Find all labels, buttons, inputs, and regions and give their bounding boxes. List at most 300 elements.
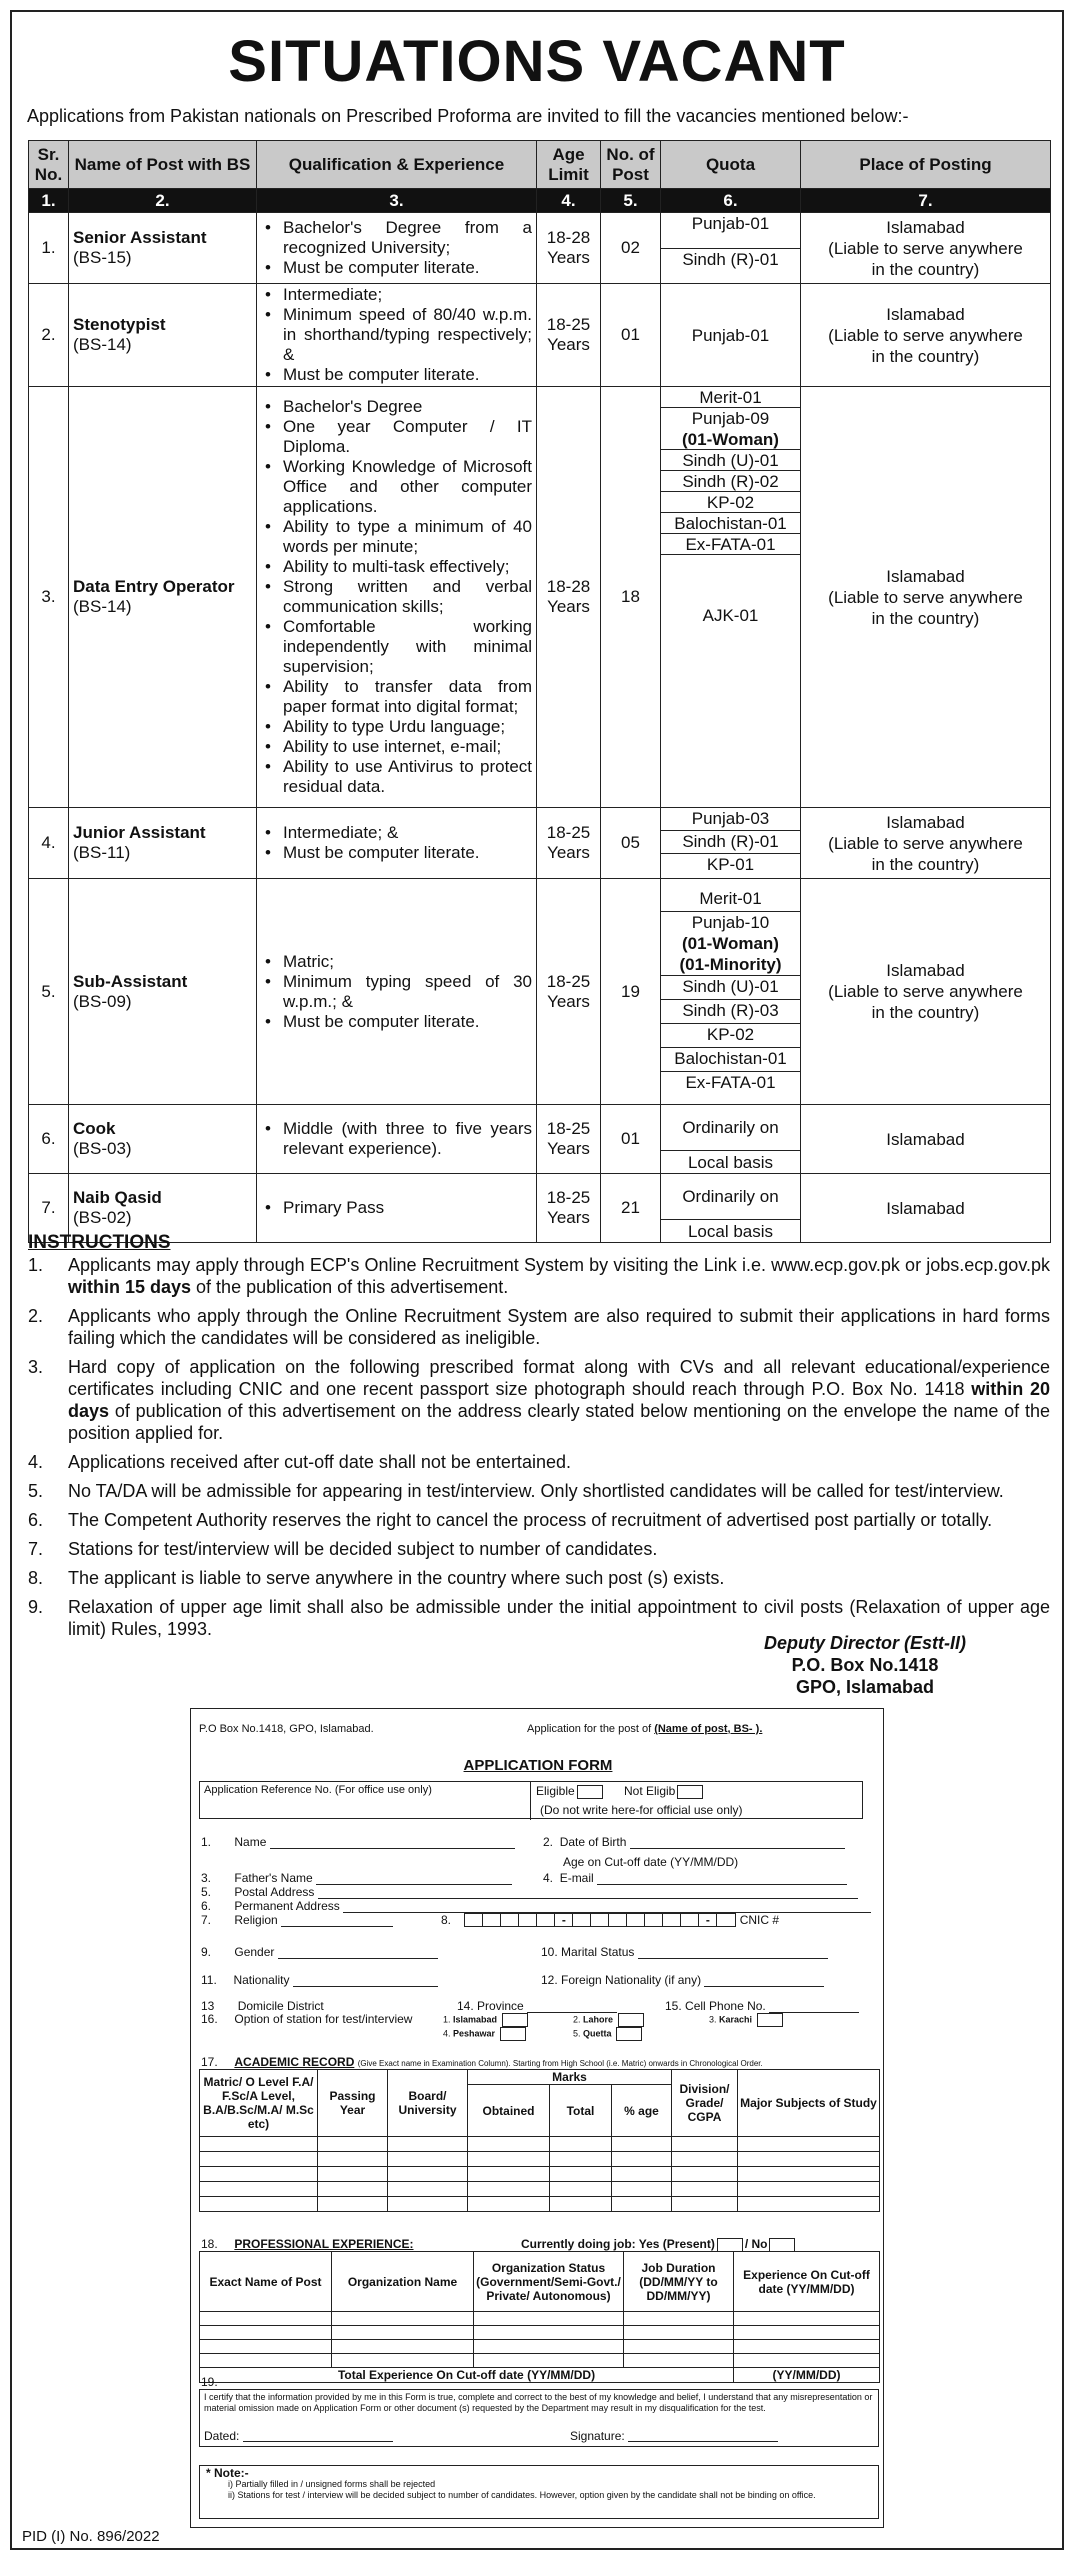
quota-entry xyxy=(661,1151,800,1173)
lahore-checkbox[interactable] xyxy=(618,2013,644,2027)
instruction-number: 2. xyxy=(28,1306,44,1326)
place-line: Islamabad xyxy=(886,217,965,237)
place-line: (Liable to serve anywhere xyxy=(828,833,1023,853)
qualification-item: • Minimum typing speed of 30 w.p.m.; & xyxy=(261,972,532,1012)
station-option-islamabad xyxy=(443,2013,530,2027)
experience-row[interactable] xyxy=(200,2354,880,2368)
cell-qualification xyxy=(257,808,537,879)
field-number: 4. xyxy=(543,1871,554,1885)
quota-text: KP-02 xyxy=(706,493,755,512)
quota-text: KP-02 xyxy=(706,1024,755,1044)
field-label: Date of Birth xyxy=(559,1835,627,1849)
field-number: 9. xyxy=(201,1945,212,1959)
certification-box xyxy=(199,2389,879,2447)
signature-label: Signature: xyxy=(570,2429,625,2443)
marital-status-field[interactable] xyxy=(638,1947,828,1959)
quota-entry xyxy=(661,513,800,534)
section-title: PROFESSIONAL EXPERIENCE: xyxy=(234,2237,414,2251)
quota-text: Local basis xyxy=(687,1152,774,1172)
post-count: 05 xyxy=(621,833,640,852)
instruction-number: 3. xyxy=(28,1357,44,1377)
quota-entry xyxy=(661,1024,800,1048)
place-line: (Liable to serve anywhere xyxy=(828,982,1023,1001)
religion-field[interactable] xyxy=(281,1915,393,1927)
total-experience-label: Total Experience On Cut-off date (YY/MM/DD) xyxy=(200,2368,734,2383)
signatory-city: GPO, Islamabad xyxy=(795,1677,935,1697)
not-eligible-label xyxy=(624,1784,705,1799)
exp-header-post: Exact Name of Post xyxy=(200,2252,332,2312)
place-line: Islamabad xyxy=(886,812,965,832)
header-place: Place of Posting xyxy=(801,141,1051,189)
field-religion xyxy=(201,1913,393,1927)
cell-post-name xyxy=(69,213,257,284)
cell-quota xyxy=(661,1174,801,1243)
quota-entry xyxy=(661,1105,800,1151)
field-label: Name xyxy=(234,1835,267,1849)
nationality-field[interactable] xyxy=(293,1975,438,1987)
cell-age xyxy=(537,213,601,284)
province-field[interactable] xyxy=(527,2001,617,2013)
place-line: in the country) xyxy=(871,608,980,628)
quota-text: Merit-01 xyxy=(699,888,762,908)
option-number: 5. xyxy=(573,2028,581,2039)
academic-row[interactable] xyxy=(200,2152,880,2167)
cell-phone-field[interactable] xyxy=(769,2001,859,2013)
dated-input[interactable] xyxy=(243,2430,393,2442)
academic-header-year: Passing Year xyxy=(318,2070,388,2137)
station-option-lahore xyxy=(573,2013,646,2027)
cell-quota xyxy=(661,879,801,1105)
qualification-item: • Strong written and verbal communication skills; xyxy=(261,577,532,617)
field-nationality xyxy=(201,1973,438,1987)
place-line: in the country) xyxy=(871,346,980,366)
sr-number: 6. xyxy=(41,1129,56,1148)
place-line: Islamabad xyxy=(886,1129,965,1149)
qualification-item: • Must be computer literate. xyxy=(261,258,532,278)
column-number: 6. xyxy=(661,189,801,213)
table-row xyxy=(29,284,1051,387)
father-name-field[interactable] xyxy=(316,1873,512,1885)
qualification-item: • One year Computer / IT Diploma. xyxy=(261,417,532,457)
currently-no-checkbox[interactable] xyxy=(769,2238,795,2252)
qualification-list xyxy=(261,1198,532,1218)
cell-post-name xyxy=(69,284,257,387)
ad-title: SITUATIONS VACANT xyxy=(228,29,846,94)
quota-text: Sindh (U)-01 xyxy=(682,976,779,996)
foreign-nationality-field[interactable] xyxy=(704,1975,824,1987)
place-line: Islamabad xyxy=(886,566,965,586)
qualification-item: • Minimum speed of 80/40 w.p.m. in shorthand/typing respectively; & xyxy=(261,305,532,365)
table-row xyxy=(29,387,1051,808)
instruction-emphasis: within 15 days xyxy=(68,1277,192,1297)
station-option-quetta xyxy=(573,2027,644,2041)
form-address: P.O Box No.1418, GPO, Islamabad. xyxy=(199,1723,374,1735)
field-number: 17. xyxy=(201,2055,218,2069)
qualification-item: • Intermediate; xyxy=(261,285,532,305)
option-label: Quetta xyxy=(583,2028,612,2039)
option-number: 1. xyxy=(443,2014,451,2025)
no-write-note: (Do not write here-for official use only) xyxy=(540,1803,743,1817)
post-count: 19 xyxy=(621,981,640,1001)
quota-text: Balochistan-01 xyxy=(674,514,787,533)
column-number: 1. xyxy=(29,189,69,213)
academic-row[interactable] xyxy=(200,2182,880,2197)
field-label: Foreign Nationality (if any) xyxy=(561,1973,702,1987)
field-marital xyxy=(541,1945,828,1959)
field-label: E-mail xyxy=(559,1871,594,1885)
peshawar-checkbox[interactable] xyxy=(500,2027,526,2041)
quota-entry xyxy=(661,888,800,912)
quota-entry xyxy=(661,213,800,249)
instruction-item xyxy=(28,1567,1050,1589)
total-experience-value[interactable]: (YY/MM/DD) xyxy=(734,2368,880,2383)
field-number: 1. xyxy=(201,1835,212,1849)
station-option-karachi xyxy=(709,2013,785,2027)
quota-text: Punjab-03 xyxy=(691,809,770,828)
field-number: 16. xyxy=(201,2012,218,2026)
age-limit: 18-25 Years xyxy=(546,823,591,862)
ad-intro: Applications from Pakistan nationals on Prescribed Proforma are invited to fill the vacancies mentioned below:- xyxy=(27,106,909,126)
qualification-list xyxy=(261,397,532,797)
academic-header-obtained: Obtained xyxy=(468,2085,550,2137)
instruction-text: No TA/DA will be admissible for appearing in test/interview. Only shortlisted candidates will be called for test/interview. xyxy=(68,1481,1004,1501)
instruction-number: 6. xyxy=(28,1510,44,1530)
exp-header-duration: Job Duration (DD/MM/YY to DD/MM/YY) xyxy=(624,2252,734,2312)
office-use-box xyxy=(199,1781,863,1819)
header-post: Name of Post with BS xyxy=(69,141,257,189)
post-count: 21 xyxy=(621,1198,640,1217)
qualification-item: • Comfortable working independently with minimal supervision; xyxy=(261,617,532,677)
cell-no-of-post xyxy=(601,1105,661,1174)
quota-text: Punjab-01 xyxy=(691,214,770,233)
signature-input[interactable] xyxy=(628,2430,778,2442)
cnic-input[interactable]: - - xyxy=(464,1913,736,1929)
quota-entry xyxy=(661,1174,800,1220)
experience-row[interactable] xyxy=(200,2340,880,2354)
academic-note: (Give Exact name in Examination Column). Starting from High School (i.e. Matric) onwards in Chronological Order. xyxy=(357,2059,763,2068)
office-divider xyxy=(530,1782,531,1820)
field-number: 12. xyxy=(541,1973,558,1987)
field-gender xyxy=(201,1945,438,1959)
field-province xyxy=(457,1999,617,2013)
cell-place xyxy=(801,879,1051,1105)
cell-quota xyxy=(661,213,801,284)
quota-entry xyxy=(661,1048,800,1072)
quota-entry xyxy=(661,249,800,283)
post-name: Stenotypist xyxy=(73,315,166,334)
quota-entry xyxy=(661,387,800,408)
field-number: 6. xyxy=(201,1899,212,1913)
pid-number: PID (I) No. 896/2022 xyxy=(22,2528,160,2545)
field-number: 7. xyxy=(201,1913,212,1927)
instruction-number: 5. xyxy=(28,1481,44,1501)
qualification-item: • Ability to type a minimum of 40 words per minute; xyxy=(261,517,532,557)
cell-qualification xyxy=(257,879,537,1105)
column-number: 2. xyxy=(69,189,257,213)
cell-no-of-post xyxy=(601,387,661,808)
instructions-heading: INSTRUCTIONS xyxy=(28,1232,171,1253)
age-limit: 18-25 Years xyxy=(546,1188,591,1227)
experience-row[interactable] xyxy=(200,2326,880,2340)
place-line: (Liable to serve anywhere xyxy=(828,238,1023,258)
qualification-item: • Ability to use Antivirus to protect residual data. xyxy=(261,757,532,797)
instruction-item xyxy=(28,1509,1050,1531)
form-title: APPLICATION FORM xyxy=(463,1757,613,1774)
academic-header-subjects: Major Subjects of Study xyxy=(738,2070,880,2137)
cell-sr xyxy=(29,808,69,879)
field-label: Nationality xyxy=(233,1973,290,1987)
post-name: Junior Assistant xyxy=(73,823,206,842)
cell-no-of-post xyxy=(601,284,661,387)
instruction-item xyxy=(28,1480,1050,1502)
academic-header-total: Total xyxy=(550,2085,612,2137)
instruction-text: Stations for test/interview will be decided subject to number of candidates. xyxy=(68,1539,658,1559)
karachi-checkbox[interactable] xyxy=(757,2013,783,2027)
table-header-row xyxy=(29,141,1051,189)
qualification-item: • Must be computer literate. xyxy=(261,365,532,385)
place-line: (Liable to serve anywhere xyxy=(828,325,1023,345)
academic-row[interactable] xyxy=(200,2167,880,2182)
column-number: 3. xyxy=(257,189,537,213)
option-label: Karachi xyxy=(719,2014,753,2025)
quota-entry xyxy=(661,300,800,370)
post-count: 18 xyxy=(621,587,640,606)
qualification-item: • Ability to type Urdu language; xyxy=(261,717,532,737)
post-count: 01 xyxy=(621,1129,640,1148)
cell-quota xyxy=(661,387,801,808)
option-number: 3. xyxy=(709,2014,717,2025)
instruction-item xyxy=(28,1356,1050,1444)
cell-place xyxy=(801,1105,1051,1174)
qualification-list xyxy=(261,218,532,278)
academic-header-division: Division/ Grade/ CGPA xyxy=(672,2070,738,2137)
cell-age xyxy=(537,808,601,879)
quota-entry xyxy=(661,408,800,450)
cell-no-of-post xyxy=(601,213,661,284)
cell-post-name xyxy=(69,879,257,1105)
academic-header-marks: Marks xyxy=(468,2070,672,2085)
cell-sr xyxy=(29,879,69,1105)
cell-sr xyxy=(29,284,69,387)
academic-record-heading xyxy=(201,2055,763,2069)
cell-age xyxy=(537,284,601,387)
option-number: 2. xyxy=(573,2014,581,2025)
academic-row[interactable] xyxy=(200,2137,880,2152)
academic-row[interactable] xyxy=(200,2197,880,2212)
column-number: 7. xyxy=(801,189,1051,213)
quota-entry xyxy=(661,471,800,492)
place-line: in the country) xyxy=(871,1003,980,1022)
cell-sr xyxy=(29,1105,69,1174)
age-limit: 18-25 Years xyxy=(546,1119,591,1158)
field-postal xyxy=(201,1885,858,1899)
field-label: Postal Address xyxy=(234,1885,315,1899)
qualification-item: • Matric; xyxy=(261,952,532,972)
quota-entry xyxy=(661,534,800,555)
instruction-number: 1. xyxy=(28,1255,44,1275)
application-form xyxy=(190,1708,884,2528)
note-heading: * Note:- xyxy=(206,2466,249,2480)
age-limit: 18-25 Years xyxy=(546,971,591,1011)
instruction-number: 4. xyxy=(28,1452,44,1472)
place-line: (Liable to serve anywhere xyxy=(828,587,1023,607)
field-label: Gender xyxy=(234,1945,275,1959)
instruction-text: The applicant is liable to serve anywhere in the country where such post (s) exists. xyxy=(68,1568,725,1588)
post-count: 01 xyxy=(621,325,640,344)
post-bs: (BS-14) xyxy=(73,335,132,354)
station-option-peshawar xyxy=(443,2027,528,2041)
signature-block xyxy=(700,1632,1030,1698)
cell-qualification xyxy=(257,1105,537,1174)
cell-place xyxy=(801,1174,1051,1243)
instruction-item xyxy=(28,1538,1050,1560)
field-number: 2. xyxy=(543,1835,554,1849)
instruction-text: Applicants may apply through ECP's Online Recruitment System by visiting the Link i.e. www.ecp.gov.pk or jobs.ecp.gov.pk xyxy=(68,1255,1050,1275)
postal-address-field[interactable] xyxy=(318,1887,858,1899)
instruction-number: 7. xyxy=(28,1539,44,1559)
cell-quota xyxy=(661,808,801,879)
field-number: 18. xyxy=(201,2237,218,2251)
cell-quota xyxy=(661,1105,801,1174)
instruction-text: The Competent Authority reserves the right to cancel the process of recruitment of advertised post partially or totally. xyxy=(68,1510,993,1530)
instruction-item xyxy=(28,1305,1050,1349)
quota-entry xyxy=(661,1072,800,1096)
table-number-row xyxy=(29,189,1051,213)
email-field[interactable] xyxy=(597,1873,847,1885)
instruction-text: of publication of this advertisement on the address clearly stated below mentioning on the envelope the name of the position applied for. xyxy=(68,1401,1050,1443)
qualification-item: • Ability to multi-task effectively; xyxy=(261,557,532,577)
post-count: 02 xyxy=(621,238,640,257)
age-limit: 18-28 Years xyxy=(546,228,591,267)
academic-header-percentage: % age xyxy=(612,2085,672,2137)
signatory-designation: Deputy Director (Estt-II) xyxy=(763,1633,967,1653)
quota-text: Sindh (R)-01 xyxy=(682,250,779,269)
sr-number: 4. xyxy=(41,833,56,852)
quota-text: (01-Minority) xyxy=(679,954,782,974)
cell-qualification xyxy=(257,1174,537,1243)
academic-table xyxy=(199,2069,880,2212)
certification-text: I certify that the information provided by me in this Form is true, complete and correct to the best of my knowledge and belief, I understand that any misrepresentation or material omission made on Application Form or other document (s) requested by the Department may result in my disqualification for the test. xyxy=(204,2392,873,2413)
academic-header-board: Board/ University xyxy=(388,2070,468,2137)
field-label: Permanent Address xyxy=(234,1899,340,1913)
form-applied-for xyxy=(527,1723,762,1735)
field-dob xyxy=(543,1835,845,1849)
quota-text: Merit-01 xyxy=(699,388,762,407)
cell-quota xyxy=(661,284,801,387)
field-number: 15. xyxy=(665,1999,682,2013)
ref-label: Application Reference No. (For office use only) xyxy=(204,1784,432,1796)
post-name: Naib Qasid xyxy=(73,1188,162,1207)
currently-yes-checkbox[interactable] xyxy=(717,2238,743,2252)
sr-number: 3. xyxy=(41,587,56,606)
quota-text: Ex-FATA-01 xyxy=(685,535,776,554)
cell-post-name xyxy=(69,387,257,808)
dated-field xyxy=(204,2430,393,2442)
instruction-item xyxy=(28,1254,1050,1298)
gender-field[interactable] xyxy=(278,1947,438,1959)
cell-qualification xyxy=(257,387,537,808)
cell-no-of-post xyxy=(601,808,661,879)
qualification-item: • Primary Pass xyxy=(261,1198,532,1218)
header-sr: Sr. No. xyxy=(29,141,69,189)
islamabad-checkbox[interactable] xyxy=(502,2013,528,2027)
qualification-list xyxy=(261,823,532,863)
cell-age xyxy=(537,1174,601,1243)
post-bs: (BS-03) xyxy=(73,1139,132,1158)
table-row xyxy=(29,1174,1051,1243)
quota-text: AJK-01 xyxy=(702,606,759,625)
experience-row[interactable] xyxy=(200,2312,880,2326)
dob-field[interactable] xyxy=(630,1837,845,1849)
header-quota: Quota xyxy=(661,141,801,189)
field-father xyxy=(201,1871,512,1885)
quota-entry xyxy=(661,854,800,878)
field-number: 11. xyxy=(201,1973,217,1987)
sr-number: 5. xyxy=(41,981,56,1001)
field-number: 8. xyxy=(441,1913,452,1928)
cell-post-name xyxy=(69,808,257,879)
cell-age xyxy=(537,1105,601,1174)
field-number: 3. xyxy=(201,1871,212,1885)
section-title: ACADEMIC RECORD xyxy=(234,2055,355,2069)
field-label: Cell Phone No. xyxy=(685,1999,766,2013)
sr-number: 1. xyxy=(41,238,56,257)
field-label: Domicile District xyxy=(237,1999,324,2013)
professional-heading xyxy=(201,2237,414,2251)
post-bs: (BS-09) xyxy=(73,991,132,1011)
quota-entry xyxy=(661,976,800,1000)
header-qualification: Qualification & Experience xyxy=(257,141,537,189)
not-eligible-checkbox[interactable] xyxy=(677,1785,703,1799)
field-number: 14. xyxy=(457,1999,474,2013)
instruction-text: of the publication of this advertisement. xyxy=(191,1277,509,1297)
currently-working xyxy=(521,2237,797,2252)
cell-age xyxy=(537,387,601,808)
cell-qualification xyxy=(257,213,537,284)
qualification-item: • Middle (with three to five years relevant experience). xyxy=(261,1119,532,1159)
field-cell xyxy=(665,1999,859,2013)
field-domicile xyxy=(201,1999,324,2013)
academic-header-exam: Matric/ O Level F.A/ F.Sc/A Level, B.A/B.Sc/M.A/ M.Sc etc) xyxy=(200,2070,318,2137)
cell-no-of-post xyxy=(601,1174,661,1243)
not-eligible-text: Not Eligib xyxy=(624,1784,676,1798)
qualification-item: • Ability to transfer data from paper format into digital format; xyxy=(261,677,532,717)
instruction-text: Relaxation of upper age limit shall also be admissible under the initial appointment to civil posts (Relaxation of upper age limit) Rules, 1993. xyxy=(68,1597,1050,1639)
field-label: Marital Status xyxy=(561,1945,635,1959)
field-number: 5. xyxy=(201,1885,212,1899)
sr-number: 7. xyxy=(41,1198,56,1217)
quota-text: Punjab-09 xyxy=(691,409,770,428)
qualification-item: • Intermediate; & xyxy=(261,823,532,843)
field-label: CNIC # xyxy=(739,1913,780,1928)
quota-text: (01-Woman) xyxy=(682,430,779,449)
note-item: i) Partially filled in / unsigned forms shall be rejected xyxy=(228,2479,436,2489)
post-name: Cook xyxy=(73,1119,116,1138)
quota-entry xyxy=(661,808,800,831)
quota-text: Ordinarily on xyxy=(682,1187,779,1206)
place-line: Islamabad xyxy=(886,961,965,980)
eligible-checkbox[interactable] xyxy=(577,1785,603,1799)
permanent-address-field[interactable] xyxy=(343,1901,871,1913)
quota-text: Local basis xyxy=(687,1221,774,1241)
name-field[interactable] xyxy=(270,1837,515,1849)
exp-header-experience: Experience On Cut-off date (YY/MM/DD) xyxy=(734,2252,880,2312)
quetta-checkbox[interactable] xyxy=(616,2027,642,2041)
post-bs: (BS-11) xyxy=(73,843,131,862)
applied-for-value: (Name of post, BS- ). xyxy=(654,1723,763,1735)
note-item: ii) Stations for test / interview will be decided subject to number of candidates. However, option given by the candidate shall not be binding on office. xyxy=(228,2490,816,2500)
field-number: 13 xyxy=(201,1999,215,2013)
